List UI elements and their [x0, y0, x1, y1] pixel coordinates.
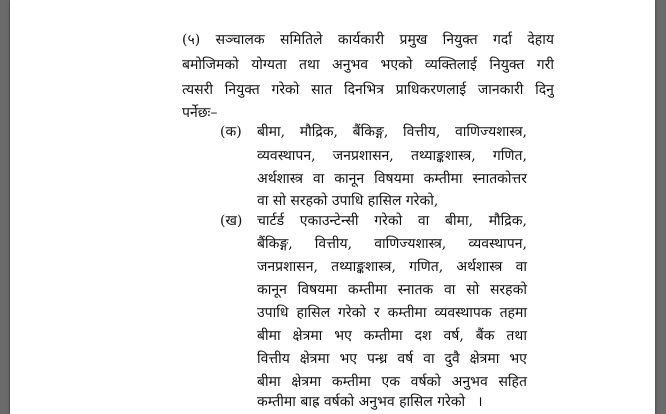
word: बैंकिङ्ग, — [257, 236, 293, 252]
word: गरेको — [374, 213, 403, 229]
word: वित्तीय, — [403, 124, 441, 140]
word: वित्तीय, — [314, 236, 353, 252]
word: गर्दा — [493, 32, 512, 48]
word: वर्ष — [397, 351, 414, 367]
word: वाणिज्यशास्त्र, — [374, 236, 447, 252]
word: सहित — [498, 374, 527, 390]
word: विषयमा — [297, 282, 338, 298]
word: क्षेत्रमा — [292, 328, 323, 344]
word: प्रमुख — [399, 32, 428, 48]
word: दुवै — [444, 351, 460, 367]
word: योग्यता — [251, 57, 287, 73]
word: गणित, — [409, 259, 444, 275]
word: गरेको — [271, 82, 300, 98]
item-line — [257, 211, 527, 231]
word: गरेको — [338, 305, 367, 321]
word: वर्ष, — [443, 328, 464, 344]
word: दश — [414, 328, 432, 344]
word: र — [373, 305, 380, 321]
item-line — [257, 169, 527, 189]
word: प्राधिकरणलाई — [395, 82, 467, 98]
word: व्यवस्थापक — [434, 305, 492, 321]
word: कम्तीमा — [348, 282, 387, 298]
word: अनुभव — [332, 57, 369, 73]
word: तथा — [299, 57, 320, 73]
word: देहाय — [527, 32, 554, 48]
word: क्षेत्रमा — [291, 374, 322, 390]
item-line — [257, 372, 527, 392]
word: कम्तीमा बाह्र वर्षको अनुभव हासिल गरेको — [257, 394, 466, 410]
word: कानून — [334, 171, 365, 187]
danda: । — [477, 394, 483, 410]
word: व्यवस्थापन, — [468, 236, 527, 252]
document-page — [10, 0, 655, 414]
word: व्यवस्थापन, — [257, 148, 316, 164]
item-marker-kha: (ख) — [220, 213, 243, 229]
word: उपाधि — [257, 305, 289, 321]
word: कम्तीमा — [387, 305, 427, 321]
word: त्यसरी — [182, 82, 213, 98]
word: बैंक — [475, 328, 495, 344]
word: अर्थशास्त्र — [257, 171, 303, 187]
word: विषयमा — [374, 171, 414, 187]
word: दिनु — [535, 82, 554, 98]
item-line — [257, 234, 527, 254]
word: वर्षको — [410, 374, 441, 390]
item-marker-ka: (क) — [220, 124, 242, 140]
word: तथ्याङ्कशास्त्र, — [331, 259, 396, 275]
word: वा — [423, 351, 435, 367]
word: व्यक्तिलाई — [424, 57, 477, 73]
word: बीमा, — [257, 124, 286, 140]
word: बीमा — [257, 374, 281, 390]
paragraph-line — [182, 30, 554, 50]
word: चार्टर्ड — [257, 213, 285, 229]
word: वाणिज्यशास्त्र, — [454, 124, 527, 140]
word: क्षेत्रमा — [299, 351, 330, 367]
item-line — [257, 392, 527, 412]
word: मौद्रिक, — [299, 124, 338, 140]
item-line — [257, 257, 527, 277]
word: सरहको — [489, 282, 527, 298]
word: बीमा, — [444, 213, 474, 229]
item-line — [257, 191, 527, 211]
word: बमोजिमको — [182, 57, 239, 73]
paragraph-line — [182, 55, 554, 75]
word: सात — [311, 82, 333, 98]
word: कम्तीमा — [331, 374, 371, 390]
item-line — [257, 280, 527, 300]
word: दिनभित्र — [343, 82, 384, 98]
word: वा — [417, 213, 430, 229]
word: वा — [443, 282, 456, 298]
word: पर्नेछः– — [182, 105, 218, 121]
word: अर्थशास्त्र — [456, 259, 503, 275]
word: स्नातकोत्तर — [472, 171, 527, 187]
word: अनुभव — [451, 374, 488, 390]
word: गणित, — [492, 148, 527, 164]
word: पन्ध्र — [366, 351, 388, 367]
word: वा — [515, 259, 527, 275]
word: कार्यकारी — [337, 32, 385, 48]
paragraph-number: (५) — [182, 32, 201, 48]
word: कानून — [257, 282, 287, 298]
item-line — [257, 326, 527, 346]
word: भए — [334, 328, 352, 344]
word: नियुक्त — [224, 82, 260, 98]
word: एकाउन्टेन्सी — [299, 213, 359, 229]
word: जनप्रशासन, — [332, 148, 394, 164]
word: जनप्रशासन, — [257, 259, 318, 275]
word: सञ्चालक — [215, 32, 265, 48]
word: कम्तीमा — [363, 328, 403, 344]
word: मौद्रिक, — [488, 213, 527, 229]
item-line — [257, 146, 527, 166]
paragraph-line — [182, 80, 554, 100]
word: हासिल — [296, 305, 331, 321]
word: कम्तीमा — [423, 171, 463, 187]
word: तहमा — [499, 305, 527, 321]
word: तथ्याङ्कशास्त्र, — [410, 148, 476, 164]
word: भएको — [380, 57, 413, 73]
word: भए — [339, 351, 358, 367]
word: नियुक्त — [442, 32, 478, 48]
item-line — [257, 349, 527, 369]
word: भए — [509, 351, 527, 367]
word: बैंकिङ्ग, — [352, 124, 389, 140]
word: तथा — [506, 328, 527, 344]
item-line — [257, 122, 527, 142]
word: जानकारी — [477, 82, 524, 98]
word: बीमा — [257, 328, 281, 344]
word: वा सो सरहको उपाधि हासिल गरेको, — [257, 193, 439, 209]
word: नियुक्त — [489, 57, 525, 73]
word: क्षेत्रमा — [469, 351, 500, 367]
paragraph-line — [182, 103, 554, 123]
word: वा — [312, 171, 325, 187]
word: समितिले — [279, 32, 323, 48]
word: एक — [381, 374, 400, 390]
word: स्नातक — [397, 282, 434, 298]
word: गरी — [536, 57, 554, 73]
word: वित्तीय — [257, 351, 290, 367]
item-line — [257, 303, 527, 323]
word: सो — [466, 282, 480, 298]
